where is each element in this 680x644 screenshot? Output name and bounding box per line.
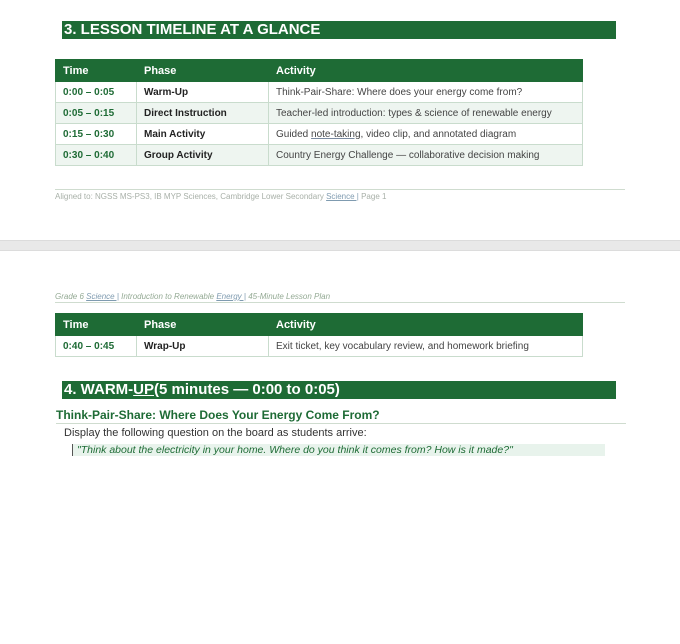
header-text: 45-Minute Lesson Plan [245, 292, 331, 301]
page-break [0, 240, 680, 251]
phase-cell: Group Activity [137, 145, 269, 166]
table-row [56, 336, 583, 357]
page-footer [55, 189, 625, 201]
table-row [56, 145, 583, 166]
footer-page-number: Page 1 [358, 192, 387, 201]
phase-cell: Direct Instruction [137, 103, 269, 124]
spellcheck-underlined-word: note-taking [311, 128, 361, 140]
header-text: Grade 6 [55, 292, 87, 301]
body-text: Display the following question on the board as students arrive: [64, 427, 367, 439]
section-heading-timeline [62, 21, 616, 39]
table-header-row [56, 60, 583, 82]
activity-cell: Exit ticket, key vocabulary review, and homework briefing [269, 336, 583, 357]
activity-cell [269, 124, 583, 145]
header-link-energy[interactable]: Energy | [216, 292, 246, 301]
column-header-time: Time [56, 60, 137, 82]
section-title-part: 4. WARM- [64, 381, 134, 398]
section-title: 3. LESSON TIMELINE AT A GLANCE [64, 21, 321, 38]
time-cell: 0:40 – 0:45 [56, 336, 137, 357]
time-cell: 0:05 – 0:15 [56, 103, 137, 124]
column-header-activity: Activity [269, 314, 583, 336]
activity-cell: Think-Pair-Share: Where does your energy come from? [269, 82, 583, 103]
timeline-table [55, 59, 583, 166]
table-row [56, 82, 583, 103]
section-title-part: UP [133, 381, 155, 398]
header-text: Introduction to Renewable [118, 292, 217, 301]
column-header-phase: Phase [137, 314, 269, 336]
column-header-activity: Activity [269, 60, 583, 82]
activity-cell: Country Energy Challenge — collaborative decision making [269, 145, 583, 166]
footer-link[interactable]: Science | [326, 192, 359, 201]
section-heading-warm-up [62, 381, 616, 399]
timeline-table-continued [55, 313, 583, 357]
activity-text-pre: Guided [276, 128, 312, 140]
column-header-phase: Phase [137, 60, 269, 82]
table-row [56, 124, 583, 145]
phase-cell: Main Activity [137, 124, 269, 145]
section-title-part: (5 minutes — 0:00 to 0:05) [154, 381, 340, 398]
time-cell: 0:30 – 0:40 [56, 145, 137, 166]
activity-cell: Teacher-led introduction: types & science of renewable energy [269, 103, 583, 124]
header-link-science[interactable]: Science | [86, 292, 119, 301]
page-header [55, 292, 625, 303]
table-header-row [56, 314, 583, 336]
phase-cell: Wrap-Up [137, 336, 269, 357]
phase-cell: Warm-Up [137, 82, 269, 103]
column-header-time: Time [56, 314, 137, 336]
activity-text-post: , video clip, and annotated diagram [360, 128, 517, 140]
subheading: Think-Pair-Share: Where Does Your Energy Come From? [56, 408, 626, 424]
table-row [56, 103, 583, 124]
time-cell: 0:15 – 0:30 [56, 124, 137, 145]
quote-block[interactable]: "Think about the electricity in your home. Where do you think it comes from? How is it made?" [72, 444, 605, 456]
document-page-2 [0, 251, 680, 644]
footer-text: Aligned to: NGSS MS-PS3, IB MYP Sciences, Cambridge Lower Secondary [55, 192, 327, 201]
time-cell: 0:00 – 0:05 [56, 82, 137, 103]
document-page-1 [0, 0, 680, 240]
